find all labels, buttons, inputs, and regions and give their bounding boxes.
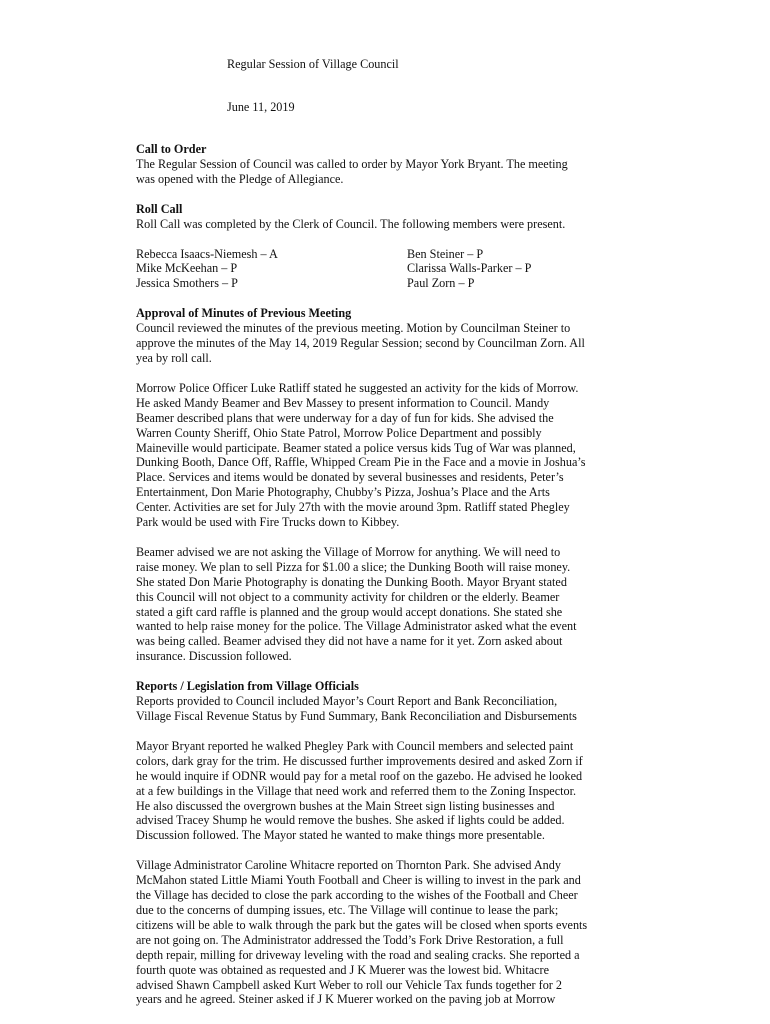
heading-roll-call: Roll Call [136, 201, 183, 216]
text-line: at a few buildings in the Village that need work and referred them to the Zoning Inspector. [136, 783, 577, 798]
paragraph-mayor-report [136, 739, 696, 843]
text-line: Dunking Booth, Dance Off, Raffle, Whipped Cream Pie in the Face and a movie in Joshua’s [136, 455, 586, 470]
text-line: he would inquire if ODNR would pay for a metal roof on the gazebo. He advised he looked [136, 768, 583, 783]
text-line: Morrow Police Officer Luke Ratliff stated he suggested an activity for the kids of Morrow. [136, 380, 579, 395]
text-line: Entertainment, Don Marie Photography, Chubby’s Pizza, Joshua’s Place and the Arts [136, 485, 550, 500]
text-line: Center. Activities are set for July 27th with the movie around 3pm. Ratliff stated Phegley [136, 500, 570, 515]
text-line: Village Fiscal Revenue Status by Fund Summary, Bank Reconciliation and Disbursements [136, 709, 577, 723]
heading-approval-of-minutes: Approval of Minutes of Previous Meeting [136, 306, 352, 321]
text-line: the Village has decided to close the park according to the wishes of the Football and Cheer [136, 888, 578, 903]
text-line: colors, dark gray for the trim. He discussed further improvements desired and asked Zorn if [136, 753, 583, 768]
text-line: The Regular Session of Council was called to order by Mayor York Bryant. The meeting [136, 156, 568, 171]
text-line: due to the concerns of dumping issues, etc. The Village will continue to lease the park; [136, 902, 559, 917]
text-line: Village Administrator Caroline Whitacre reported on Thornton Park. She advised Andy [136, 858, 561, 873]
paragraph-administrator-report [136, 858, 696, 1007]
text-line: She stated Don Marie Photography is donating the Dunking Booth. Mayor Bryant stated [136, 574, 567, 589]
heading-call-to-order: Call to Order [136, 142, 207, 156]
text-line: Warren County Sheriff, Ohio State Patrol, Morrow Police Department and possibly [136, 425, 542, 440]
text-line: stated a gift card raffle is planned and the group would accept donations. She stated she [136, 604, 563, 619]
text-line: advised Tracey Shump he would remove the bushes. She asked if lights could be added. [136, 813, 565, 828]
member-entry: Paul Zorn – P [407, 276, 475, 291]
text-line: yea by roll call. [136, 350, 212, 365]
text-line: Discussion followed. The Mayor stated he wanted to make things more presentable. [136, 828, 545, 843]
member-entry: Mike McKeehan – P [136, 261, 238, 276]
paragraph-beamer-fundraising [136, 545, 696, 664]
text-line: citizens will be able to walk through the park but the gates will be closed when sports events [136, 917, 588, 932]
roll-call-intro: Roll Call was completed by the Clerk of Council. The following members were present. [136, 216, 566, 231]
text-line: Park would be used with Fire Trucks down to Kibbey. [136, 515, 400, 530]
document-body [136, 142, 696, 1022]
text-line: Place. Services and items would be donated by several businesses and residents, Peter’s [136, 470, 564, 485]
text-line: Reports provided to Council included Mayor’s Court Report and Bank Reconciliation, [136, 694, 558, 709]
text-line: years and he agreed. Steiner asked if J K Muerer worked on the paving job at Morrow [136, 992, 556, 1007]
section-approval-of-minutes [136, 306, 696, 366]
roll-call-left-column [136, 247, 407, 292]
text-line: depth repair, milling for driveway leveling with the road and sealing cracks. She reported a [136, 947, 580, 962]
text-line: McMahon stated Little Miami Youth Football and Cheer is willing to invest in the park and [136, 873, 581, 888]
text-line: He asked Mandy Beamer and Bev Massey to present information to Council. Mandy [136, 395, 550, 410]
text-line: this Council will not object to a community activity for children or the elderly. Beamer [136, 589, 560, 604]
text-line: was opened with the Pledge of Allegiance. [136, 171, 344, 186]
heading-reports-legislation: Reports / Legislation from Village Officials [136, 679, 359, 694]
roll-call-members [136, 247, 696, 292]
document-title: Regular Session of Village Council [227, 57, 399, 71]
document-date: June 11, 2019 [227, 100, 295, 114]
text-line: insurance. Discussion followed. [136, 649, 292, 664]
paragraph-police-activity [136, 381, 696, 530]
text-line: was being called. Beamer advised they did not have a name for it yet. Zorn asked about [136, 634, 563, 649]
text-line: approve the minutes of the May 14, 2019 Regular Session; second by Councilman Zorn. All [136, 336, 585, 351]
text-line: Beamer described plans that were underway for a day of fun for kids. She advised the [136, 410, 554, 425]
member-entry: Ben Steiner – P [407, 246, 484, 261]
roll-call-right-column [407, 247, 687, 292]
section-reports-legislation [136, 679, 696, 724]
text-line: Mayor Bryant reported he walked Phegley Park with Council members and selected paint [136, 738, 574, 753]
text-line: Maineville would participate. Beamer stated a police versus kids Tug of War was planned, [136, 440, 576, 455]
text-line: wanted to help raise money for the police. The Village Administrator asked what the event [136, 619, 577, 634]
text-line: are not going on. The Administrator addressed the Todd’s Fork Drive Restoration, a full [136, 932, 564, 947]
text-line: raise money. We plan to sell Pizza for $1.00 a slice; the Dunking Booth will raise money. [136, 559, 571, 574]
text-line: advised Shawn Campbell asked Kurt Weber to roll our Vehicle Tax funds together for 2 [136, 977, 562, 992]
section-call-to-order [136, 142, 696, 187]
section-roll-call [136, 202, 696, 232]
member-entry: Clarissa Walls-Parker – P [407, 261, 532, 276]
text-line: Beamer advised we are not asking the Village of Morrow for anything. We will need to [136, 544, 561, 559]
text-line: He also discussed the overgrown bushes at the Main Street sign listing businesses and [136, 798, 555, 813]
member-entry: Jessica Smothers – P [136, 276, 238, 291]
text-line: fourth quote was obtained as requested and J K Muerer was the lowest bid. Whitacre [136, 962, 550, 977]
member-entry: Rebecca Isaacs-Niemesh – A [136, 246, 278, 261]
text-line: Council reviewed the minutes of the previous meeting. Motion by Councilman Steiner to [136, 321, 571, 336]
